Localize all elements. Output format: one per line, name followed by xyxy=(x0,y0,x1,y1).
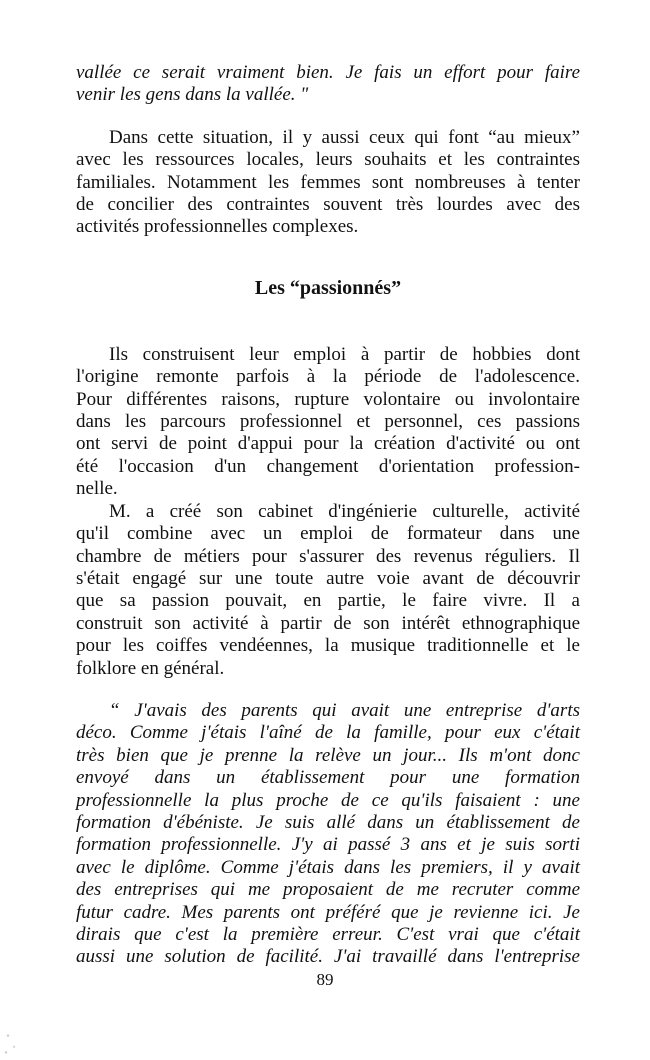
text-line: futur cadre. Mes parents ont préféré que je revienne ici. Je xyxy=(76,901,580,923)
text-line: activités professionnelles complexes. xyxy=(76,216,359,238)
section-heading: Les “passionnés” xyxy=(254,276,402,299)
quote-continuation-paragraph xyxy=(76,62,580,107)
page-body xyxy=(76,62,580,969)
text-line: M. a créé son cabinet d'ingénierie culturelle, activité xyxy=(109,500,580,522)
scan-speck xyxy=(2,1030,22,1058)
text-line: avec le diplôme. Comme j'étais dans les premiers, il y avait xyxy=(76,856,580,878)
text-line: construit son activité à partir de son intérêt ethnographique xyxy=(76,612,580,634)
text-line: formation professionnelle. J'y ai passé 3 ans et je suis sorti xyxy=(76,834,580,856)
body-paragraph xyxy=(76,501,580,680)
text-line: formation d'ébéniste. Je suis allé dans un établissement de xyxy=(76,811,580,833)
body-paragraph xyxy=(76,127,580,239)
text-line: qu'il combine avec un emploi de formateur dans une xyxy=(76,523,580,545)
text-line: dirais que c'est la première erreur. C'est vrai que c'était xyxy=(76,924,580,945)
text-line: venir les gens dans la vallée. " xyxy=(76,84,309,106)
text-line: déco. Comme j'étais l'aîné de la famille, pour eux c'était xyxy=(76,722,580,744)
text-line: chambre de métiers pour s'assurer des revenus réguliers. Il xyxy=(76,545,580,567)
text-line: envoyé dans un établissement pour une formation xyxy=(76,767,580,789)
page-number: 89 xyxy=(316,970,334,989)
text-line: que sa passion pouvait, en partie, le faire vivre. Il a xyxy=(76,590,580,612)
text-line: dans les parcours professionnel et personnel, ces passions xyxy=(76,411,580,433)
text-line: Ils construisent leur emploi à partir de hobbies dont xyxy=(109,343,580,365)
text-line: familiales. Notamment les femmes sont nombreuses à tenter xyxy=(76,171,580,193)
text-line: nelle. xyxy=(76,478,118,500)
text-line: ont servi de point d'appui pour la création d'activité ou ont xyxy=(76,433,580,455)
text-line: Pour différentes raisons, rupture volontaire ou involontaire xyxy=(76,388,580,410)
text-line: “ J'avais des parents qui avait une entreprise d'arts xyxy=(109,699,580,721)
text-line: avec les ressources locales, leurs souhaits et les contraintes xyxy=(76,149,580,171)
text-line: très bien que je prenne la relève un jour... Ils m'ont donc xyxy=(76,744,580,766)
quote-paragraph xyxy=(76,700,580,969)
text-line: pour les coiffes vendéennes, la musique traditionnelle et le xyxy=(76,635,580,657)
text-line: aussi une solution de facilité. J'ai travaillé dans l'entreprise xyxy=(76,946,580,968)
text-line: de concilier des contraintes souvent très lourdes avec des xyxy=(76,194,580,216)
text-line: Dans cette situation, il y aussi ceux qui font “au mieux” xyxy=(109,126,580,148)
text-line: vallée ce serait vraiment bien. Je fais un effort pour faire xyxy=(76,62,580,83)
text-line: professionnelle la plus proche de ce qu'ils faisaient : une xyxy=(76,789,580,811)
text-line: l'origine remonte parfois à la période de l'adolescence. xyxy=(76,366,580,388)
text-line: s'était engagé sur une toute autre voie avant de découvrir xyxy=(76,567,580,589)
body-paragraph xyxy=(76,344,580,501)
text-line: folklore en général. xyxy=(76,657,225,679)
text-line: été l'occasion d'un changement d'orientation profession- xyxy=(76,455,580,477)
text-line: des entreprises qui me proposaient de me recruter comme xyxy=(76,879,580,901)
